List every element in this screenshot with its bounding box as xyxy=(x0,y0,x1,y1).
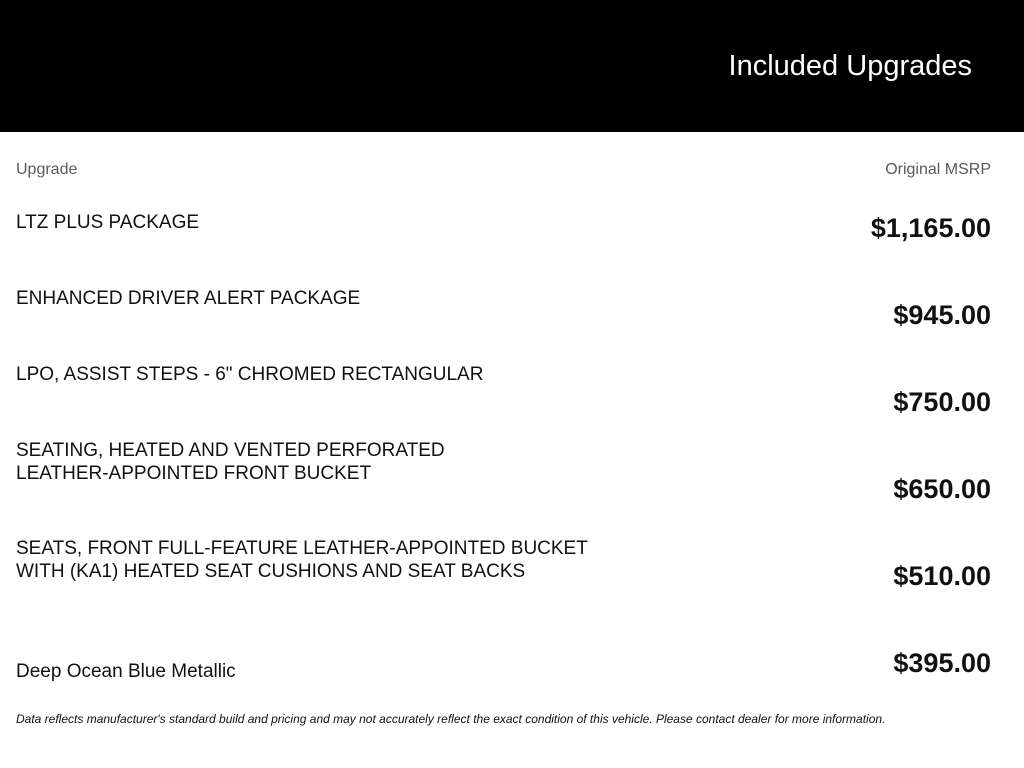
page-title: Included Upgrades xyxy=(728,50,972,82)
upgrade-price: $1,165.00 xyxy=(870,213,991,243)
upgrade-price: $945.00 xyxy=(893,300,991,330)
column-header-msrp: Original MSRP xyxy=(885,161,991,178)
upgrade-price: $510.00 xyxy=(893,561,991,591)
upgrade-name: SEATING, HEATED AND VENTED PERFORATED LEATHER-APPOINTED FRONT BUCKET xyxy=(16,440,445,484)
upgrade-price: $650.00 xyxy=(893,474,991,504)
column-header-upgrade: Upgrade xyxy=(16,161,78,178)
upgrade-name: LPO, ASSIST STEPS - 6" CHROMED RECTANGULAR xyxy=(16,364,484,385)
upgrade-name: LTZ PLUS PACKAGE xyxy=(16,212,200,233)
upgrade-name: ENHANCED DRIVER ALERT PACKAGE xyxy=(16,288,361,309)
header-bar xyxy=(0,0,1024,132)
disclaimer-text: Data reflects manufacturer's standard build and pricing and may not accurately reflect the exact condition of this vehicle. Please contact dealer for more information. xyxy=(16,712,886,726)
upgrade-name: SEATS, FRONT FULL-FEATURE LEATHER-APPOINTED BUCKET WITH (KA1) HEATED SEAT CUSHIONS AND SEAT BACKS xyxy=(16,538,588,582)
upgrade-price: $395.00 xyxy=(893,648,991,678)
upgrade-price: $750.00 xyxy=(893,387,991,417)
upgrade-name: Deep Ocean Blue Metallic xyxy=(16,661,236,682)
